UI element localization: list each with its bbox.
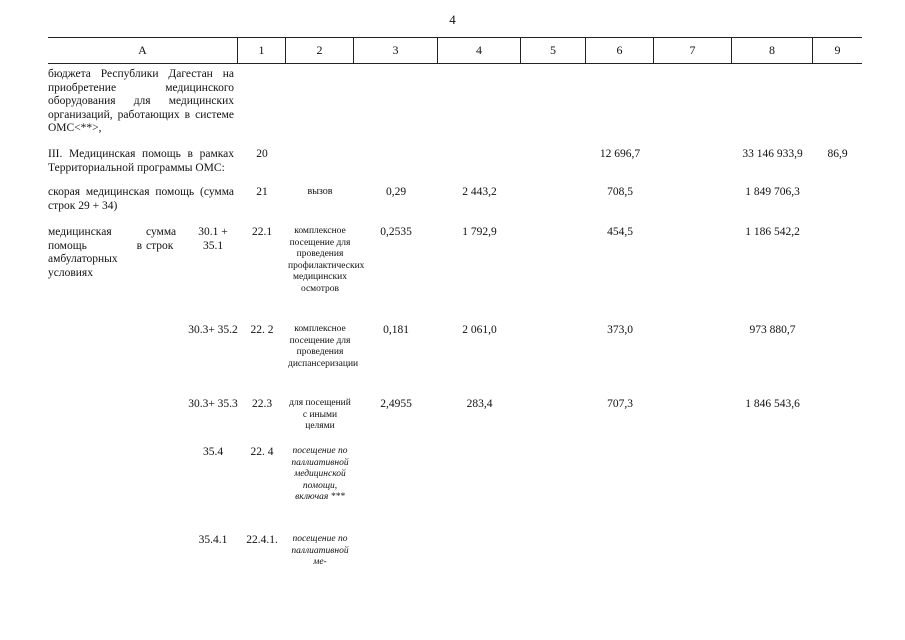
cell-col-8 [732,446,813,504]
cell-col-6: 707,3 [607,398,633,410]
cell-col-9 [813,398,862,433]
cell-col-7 [654,148,732,175]
cell-col-2: посещение по паллиативной ме- [291,534,349,567]
header-col-2: 2 [286,37,354,63]
cell-col-5 [521,186,586,213]
cell-col-2: комплексное посещение для проведения профилактических медицинских осмотров [288,226,365,294]
row-code: 35.4.1 [198,534,228,546]
cell-col-4 [438,148,521,175]
table-row [48,148,862,175]
cell-col-3 [354,148,438,175]
cell-col-5 [521,398,586,433]
cell-col-3: 0,181 [383,324,409,336]
row-label: бюджета Республики Дагестан на приобретение медицинского оборудования для медицинских организаций, работающих в системе ОМС<**>, [48,68,234,134]
cell-col-8: 973 880,7 [749,324,796,336]
row-label [48,446,188,504]
cell-col-3: 0,29 [385,186,407,198]
cell-col-5 [521,226,586,295]
cell-col-9 [813,534,862,569]
cell-col-9 [813,324,862,370]
cell-col-4: 1 792,9 [462,226,497,238]
row-code: 35.4 [202,446,224,458]
cell-col-7 [654,324,732,370]
cell-col-5 [521,324,586,370]
row-label [48,324,188,370]
cell-col-1: 21 [256,186,268,198]
cell-col-9 [813,186,862,213]
row-label-sum: сумма строк [146,226,177,252]
table-row [48,534,862,569]
cell-col-4: 2 443,2 [462,186,497,198]
cell-col-4: 2 061,0 [462,324,497,336]
header-col-a: А [48,37,238,63]
cell-col-6 [586,534,654,569]
table-header [48,37,862,64]
cell-col-5 [521,148,586,175]
header-col-5: 5 [521,37,586,63]
cell-col-5 [521,446,586,504]
cell-col-1: 22. 4 [250,446,274,458]
table-row [48,68,862,136]
cell-col-5 [521,534,586,569]
cell-col-7 [654,398,732,433]
cell-col-8: 1 846 543,6 [745,398,800,410]
row-label: скорая медицинская помощь (сумма строк 29 + 34) [48,186,234,212]
cell-col-2: посещение по паллиативной медицинской помощи, включая *** [291,446,349,502]
cell-col-9 [813,226,862,295]
cell-col-9: 86,9 [827,148,848,160]
cell-col-2 [286,148,354,175]
table-row [48,446,862,504]
cell-col-8: 1 849 706,3 [745,186,800,198]
table-row [48,186,862,213]
table-row [48,398,862,433]
cell-col-1: 22.3 [251,398,273,410]
row-label: медицинская помощь в амбулаторных условиях [48,226,142,279]
cell-col-6: 12 696,7 [599,148,641,160]
cell-col-9 [813,446,862,504]
cell-col-6: 454,5 [607,226,633,238]
row-code: 30.3+ 35.3 [188,398,238,410]
cell-col-6 [586,446,654,504]
header-col-7: 7 [654,37,732,63]
row-code: 30.1 + 35.1 [198,226,228,252]
table-row [48,226,862,295]
cell-col-6: 373,0 [607,324,633,336]
cell-col-3: 0,2535 [380,226,412,238]
page-number: 4 [449,12,456,27]
cell-col-7 [654,226,732,295]
cell-col-8 [732,534,813,569]
cell-col-8: 33 146 933,9 [742,148,803,160]
header-col-1: 1 [238,37,286,63]
header-col-4: 4 [438,37,521,63]
cell-col-2: вызов [307,186,333,197]
cell-col-6: 708,5 [607,186,633,198]
header-col-9: 9 [834,43,841,57]
cell-col-7 [654,186,732,213]
cell-col-7 [654,534,732,569]
header-col-8: 8 [732,37,813,63]
cell-col-7 [654,446,732,504]
cell-col-1: 22.1 [251,226,273,238]
cell-col-3 [354,446,438,504]
row-label [48,398,188,433]
cell-col-1: 22.4.1. [246,534,278,546]
cell-col-4: 283,4 [466,398,493,410]
header-col-3: 3 [354,37,438,63]
row-code: 30.3+ 35.2 [188,324,238,336]
cell-col-4 [438,534,521,569]
cell-col-1: 22. 2 [250,324,274,336]
table-row [48,324,862,370]
cell-col-3: 2,4955 [380,398,412,410]
cell-col-2: комплексное посещение для проведения диспансеризации [288,324,359,369]
cell-col-8: 1 186 542,2 [745,226,800,238]
cell-col-2: для посещений с иными целями [289,398,351,431]
header-col-6: 6 [586,37,654,63]
row-label: III. Медицинская помощь в рамках Территориальной программы ОМС: [48,148,234,174]
row-label [48,534,188,569]
cell-col-1: 20 [256,148,268,160]
cell-col-3 [354,534,438,569]
cell-col-4 [438,446,521,504]
